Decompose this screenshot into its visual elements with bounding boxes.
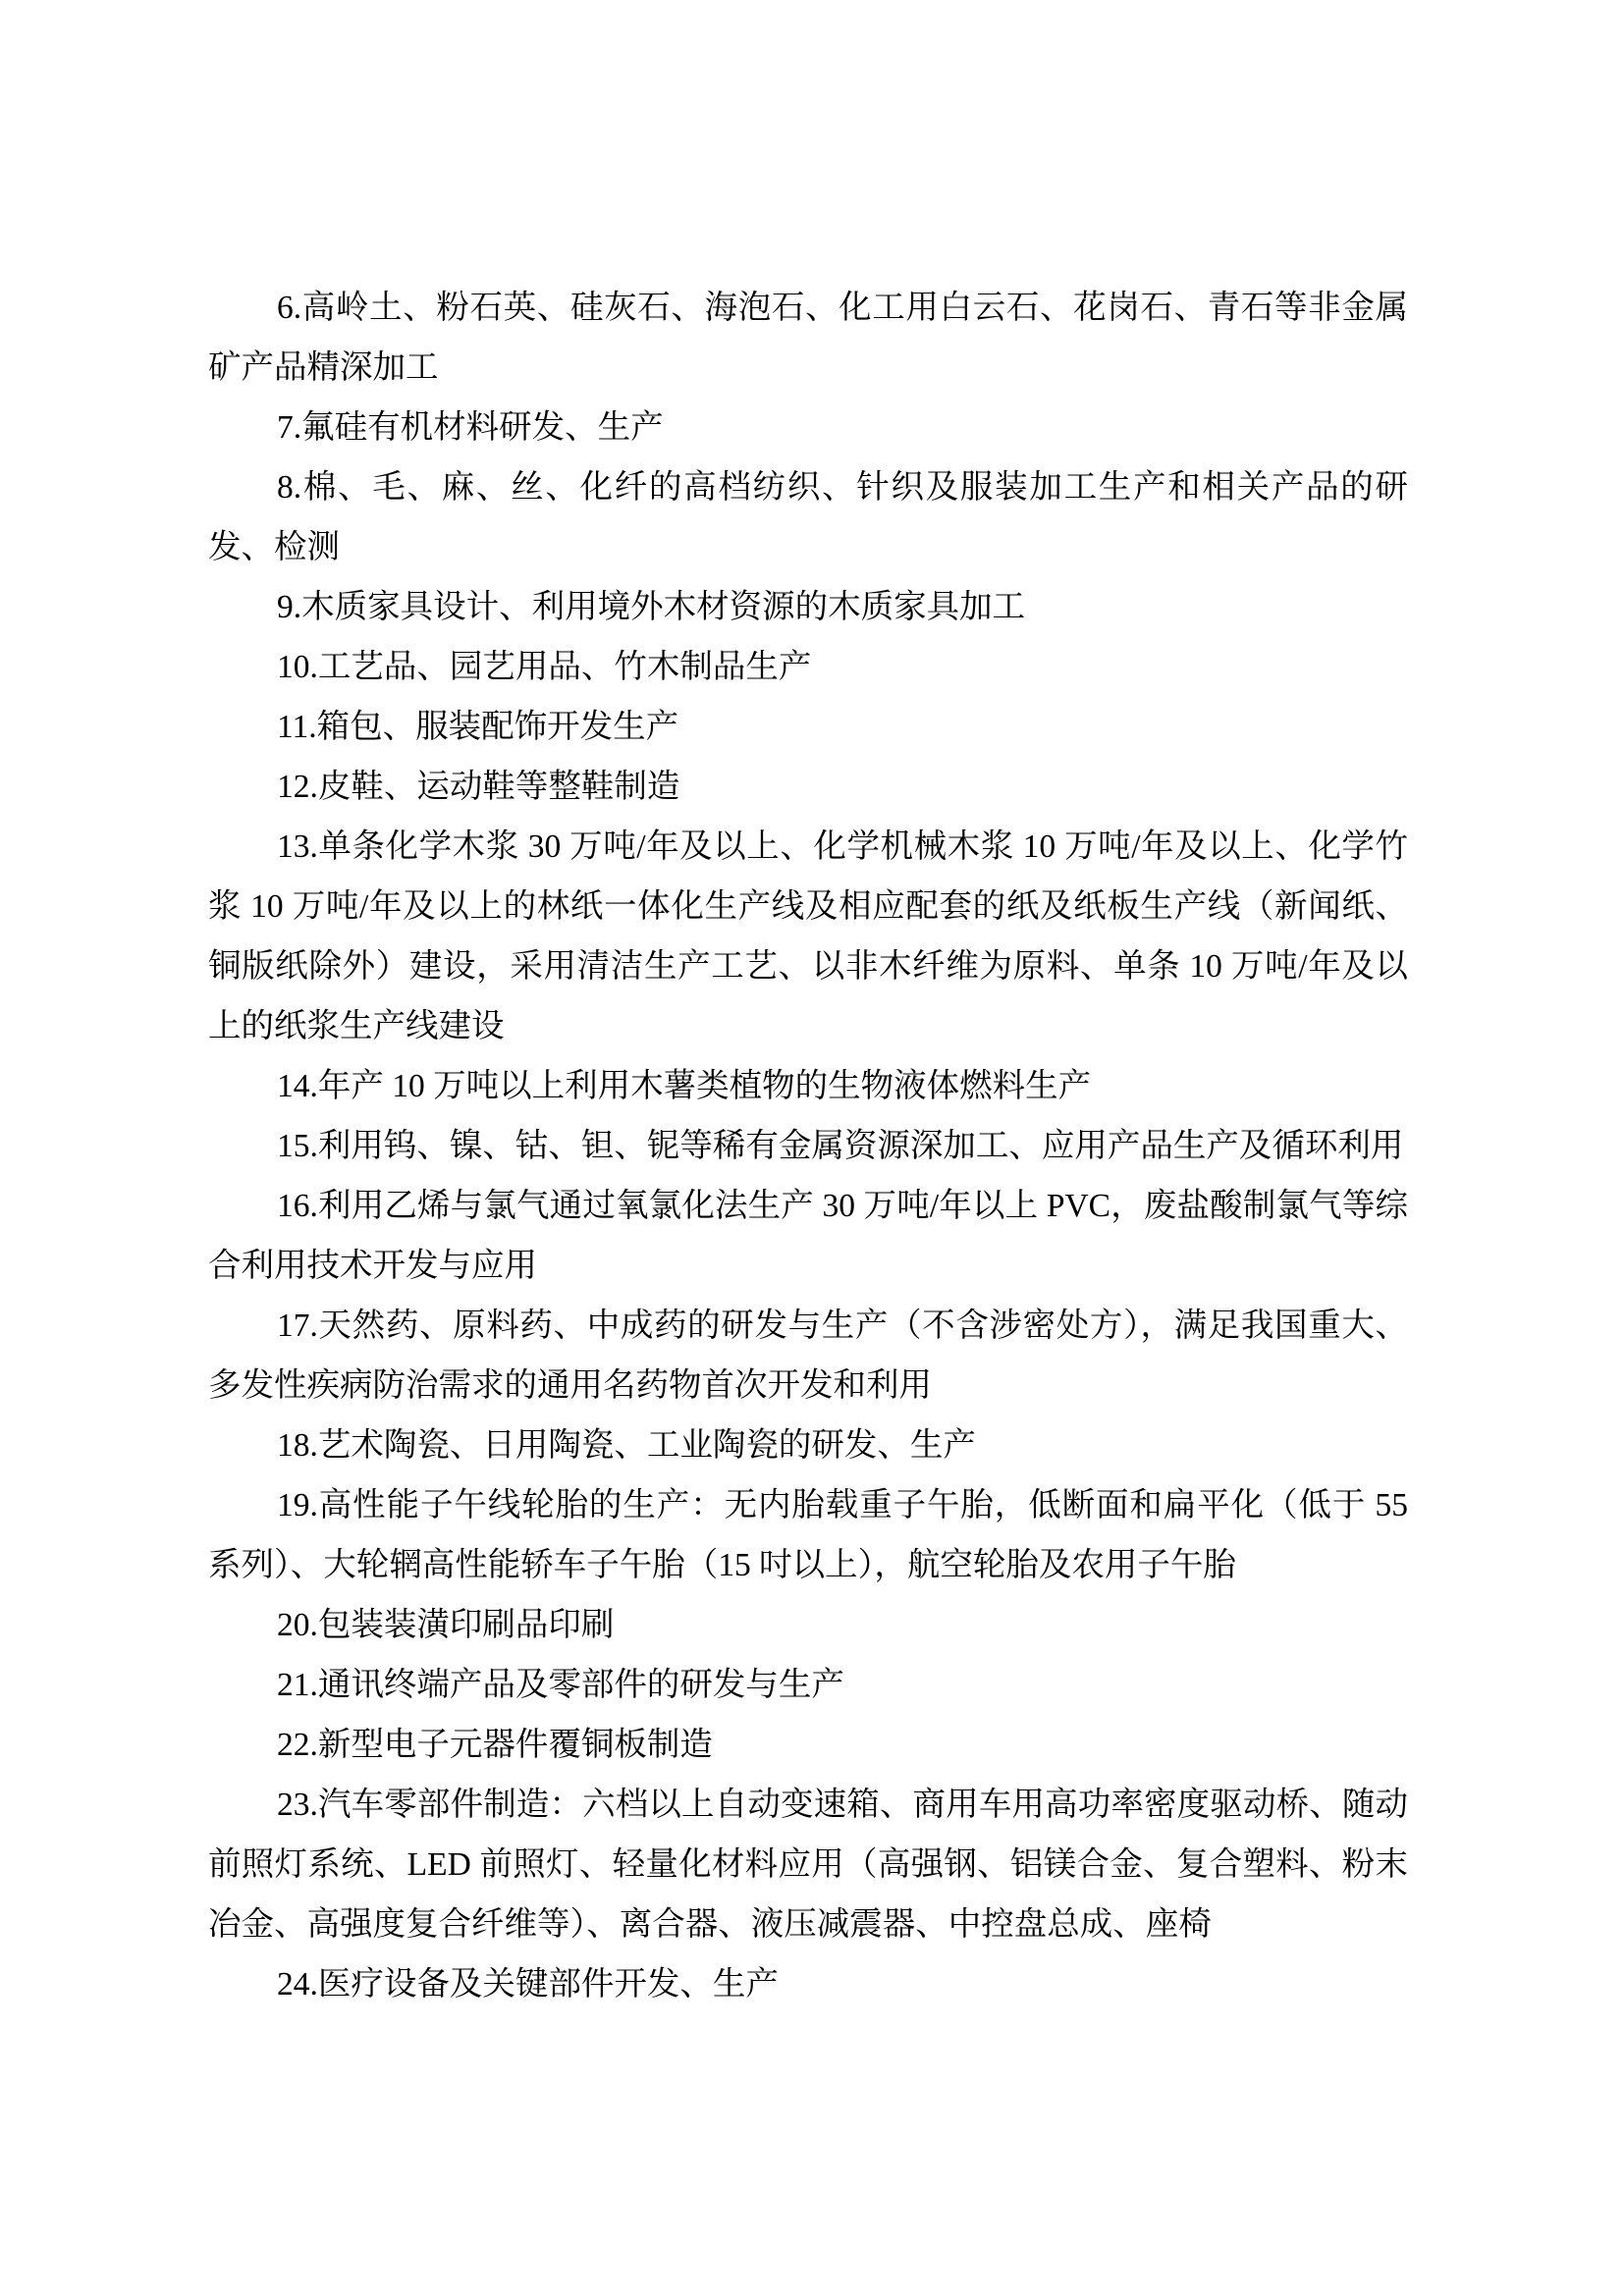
- list-item-11: 11.箱包、服装配饰开发生产: [277, 709, 679, 745]
- list-item-8: 8.棉、毛、麻、丝、化纤的高档纺织、针织及服装加工生产和相关产品的研发、检测: [208, 469, 1408, 565]
- list-item-17: 17.天然药、原料药、中成药的研发与生产（不含涉密处方），满足我国重大、多发性疾病防治需求的通用名药物首次开发和利用: [208, 1308, 1408, 1404]
- list-item-13: 13.单条化学木浆 30 万吨/年及以上、化学机械木浆 10 万吨/年及以上、化学竹浆 10 万吨/年及以上的林纸一体化生产线及相应配套的纸及纸板生产线（新闻纸、铜版纸除外）建设，采用清洁生产工艺、以非木纤维为原料、单条 10 万吨/年及以上的纸浆生产线建设: [208, 828, 1408, 1044]
- list-item-14: 14.年产 10 万吨以上利用木薯类植物的生物液体燃料生产: [277, 1068, 1092, 1104]
- list-item-7: 7.氟硅有机材料研发、生产: [277, 409, 664, 446]
- list-item-24: 24.医疗设备及关键部件开发、生产: [277, 1966, 779, 2002]
- list-item-23: 23.汽车零部件制造：六档以上自动变速箱、商用车用高功率密度驱动桥、随动前照灯系统、LED 前照灯、轻量化材料应用（高强钢、铝镁合金、复合塑料、粉末冶金、高强度复合纤维等）、离合器、液压减震器、中控盘总成、座椅: [208, 1787, 1408, 1943]
- list-item-19: 19.高性能子午线轮胎的生产：无内胎载重子午胎，低断面和扁平化（低于 55 系列）、大轮辋高性能轿车子午胎（15 吋以上），航空轮胎及农用子午胎: [208, 1487, 1408, 1583]
- list-item-20: 20.包装装潢印刷品印刷: [277, 1607, 615, 1643]
- list-item-12: 12.皮鞋、运动鞋等整鞋制造: [277, 769, 680, 805]
- list-item-10: 10.工艺品、园艺用品、竹木制品生产: [277, 649, 812, 685]
- list-item-22: 22.新型电子元器件覆铜板制造: [277, 1727, 713, 1763]
- list-item-16: 16.利用乙烯与氯气通过氧氯化法生产 30 万吨/年以上 PVC，废盐酸制氯气等综合利用技术开发与应用: [208, 1188, 1408, 1284]
- list-item-18: 18.艺术陶瓷、日用陶瓷、工业陶瓷的研发、生产: [277, 1427, 976, 1464]
- list-item-21: 21.通讯终端产品及零部件的研发与生产: [277, 1667, 844, 1703]
- list-item-6: 6.高岭土、粉石英、硅灰石、海泡石、化工用白云石、花岗石、青石等非金属矿产品精深加工: [208, 290, 1408, 386]
- list-item-9: 9.木质家具设计、利用境外木材资源的木质家具加工: [277, 589, 1026, 625]
- text-body: [208, 278, 1408, 2014]
- list-item-15: 15.利用钨、镍、钴、钽、铌等稀有金属资源深加工、应用产品生产及循环利用: [277, 1128, 1404, 1164]
